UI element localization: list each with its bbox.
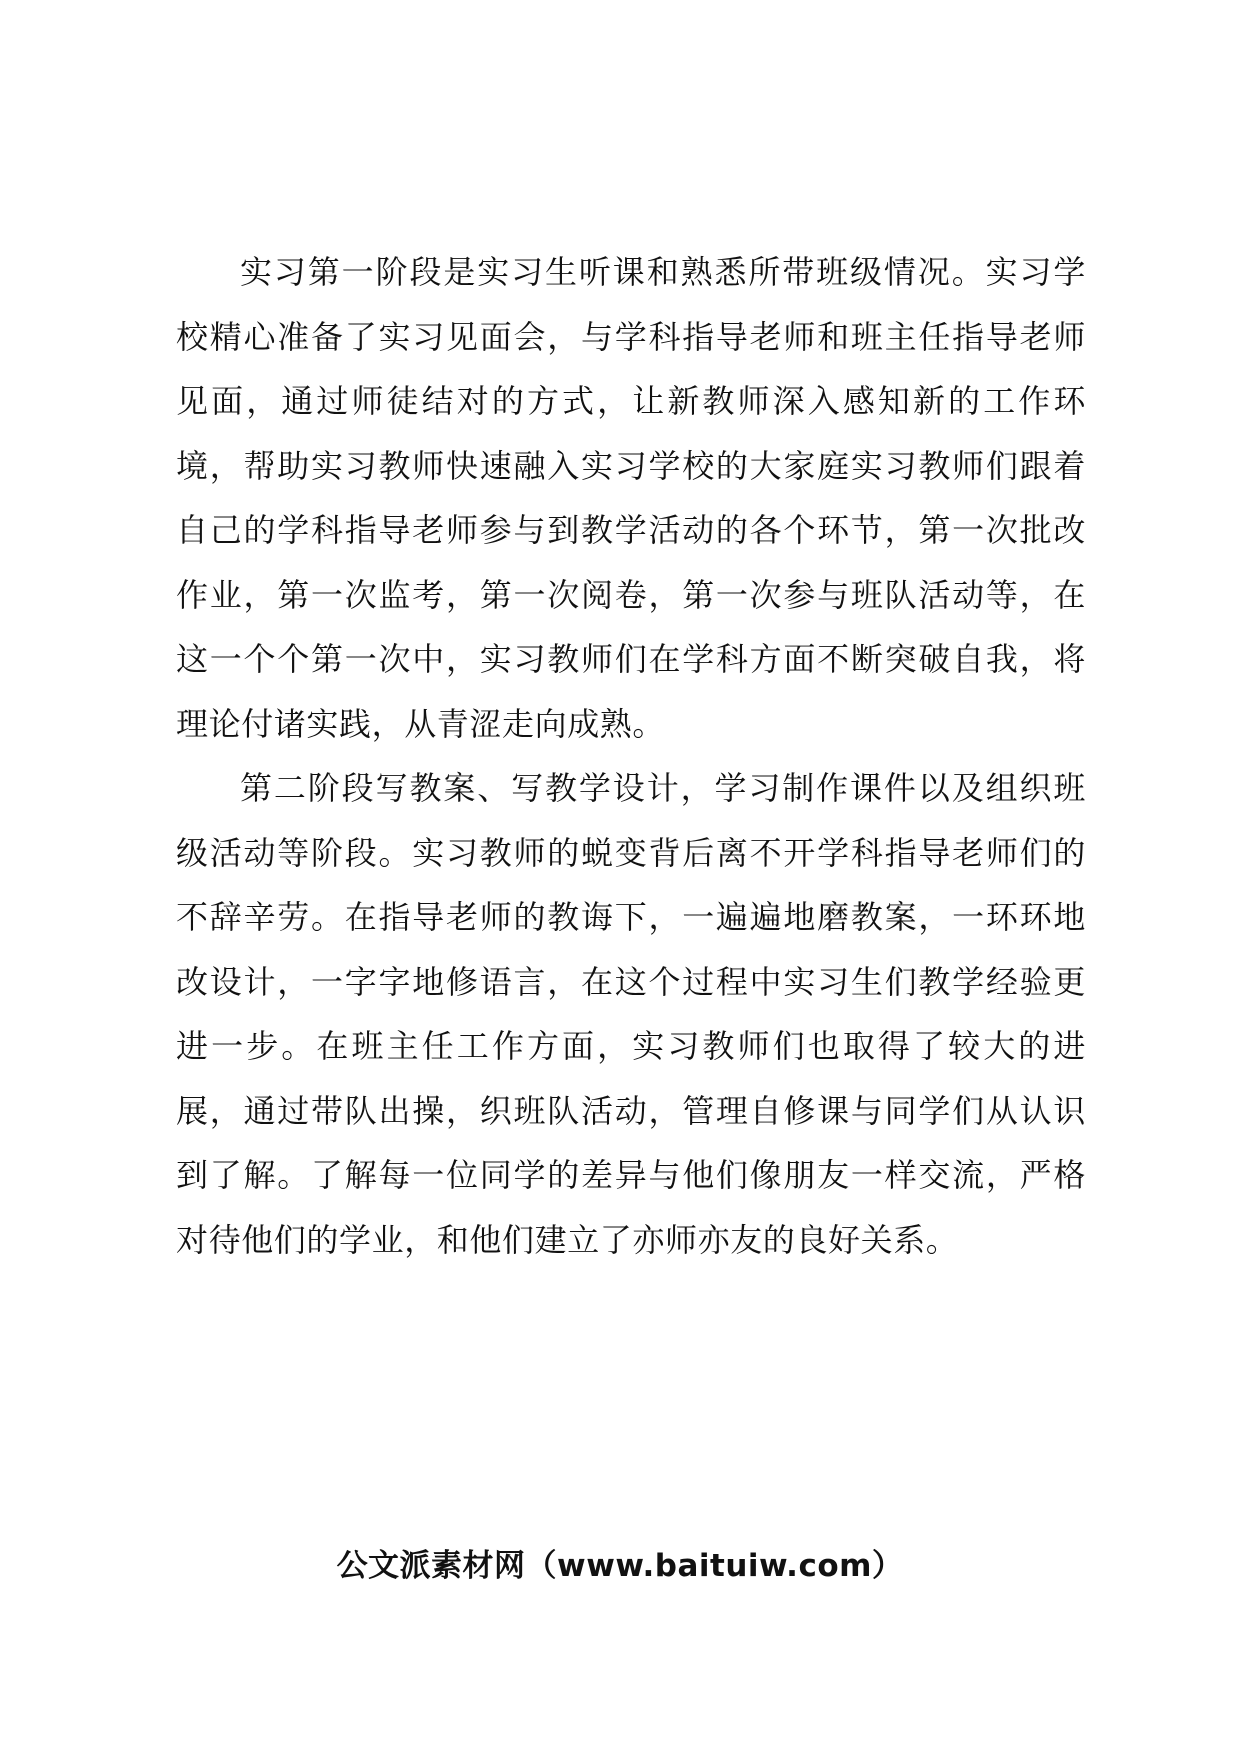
document-body [176, 240, 1086, 1272]
footer-source-watermark: 公文派素材网（www.baituiw.com） [336, 1548, 904, 1584]
paragraph-internship-stage-one: 实习第一阶段是实习生听课和熟悉所带班级情况。实习学校精心准备了实习见面会，与学科指导老师和班主任指导老师见面，通过师徒结对的方式，让新教师深入感知新的工作环境，帮助实习教师快速融入实习学校的大家庭实习教师们跟着自己的学科指导老师参与到教学活动的各个环节，第一次批改作业，第一次监考，第一次阅卷，第一次参与班队活动等，在这一个个第一次中，实习教师们在学科方面不断突破自我，将理论付诸实践，从青涩走向成熟。 [176, 253, 1086, 743]
paragraph-internship-stage-two: 第二阶段写教案、写教学设计，学习制作课件以及组织班级活动等阶段。实习教师的蜕变背后离不开学科指导老师们的不辞辛劳。在指导老师的教诲下，一遍遍地磨教案，一环环地改设计，一字字地修语言，在这个过程中实习生们教学经验更进一步。在班主任工作方面，实习教师们也取得了较大的进展，通过带队出操，织班队活动，管理自修课与同学们从认识到了解。了解每一位同学的差异与他们像朋友一样交流，严格对待他们的学业，和他们建立了亦师亦友的良好关系。 [176, 769, 1086, 1259]
